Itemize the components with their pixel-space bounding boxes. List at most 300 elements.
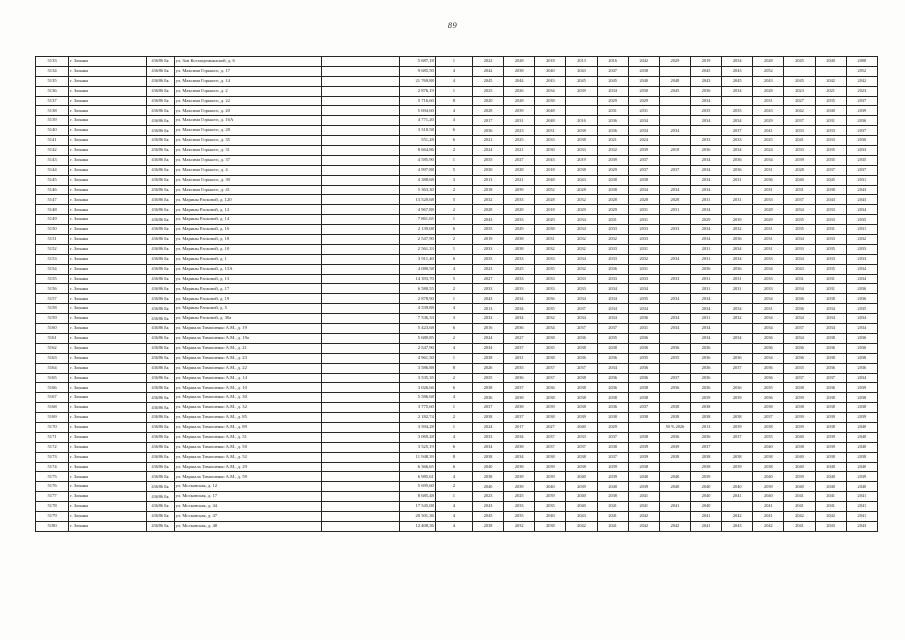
cell-year: 2040 (784, 462, 815, 472)
table-row (36, 76, 878, 86)
cell-year: 2038 (815, 452, 846, 462)
cell-city: г. Злынка (69, 274, 146, 284)
cell-year: 2036 (846, 343, 877, 353)
cell-year: 2038 (784, 442, 815, 452)
cell-year: 2043 (815, 195, 846, 205)
cell-floors: 1 (435, 215, 472, 225)
cell-year: 2023 (846, 86, 877, 96)
cell-year: 2022 (473, 57, 504, 67)
cell-year: 2032 (535, 314, 566, 324)
cell-year (659, 96, 690, 106)
cell-year: 2031 (628, 324, 659, 334)
cell-year: 2032 (566, 195, 597, 205)
cell-year: 2043 (815, 521, 846, 531)
cell-year: 2031 (753, 165, 784, 175)
cell-city: г. Злынка (69, 502, 146, 512)
cell-number: 5159 (36, 314, 69, 324)
cell-year: 2038 (846, 403, 877, 413)
cell-year: 2034 (846, 373, 877, 383)
cell-year: 2040 (659, 472, 690, 482)
cell-year: 2033 (753, 254, 784, 264)
cell-amount: 4 080,58 (399, 264, 435, 274)
cell-year: 2034 (597, 284, 628, 294)
cell-year: 2042 (815, 511, 846, 521)
cell-year: 2034 (784, 284, 815, 294)
table-row (36, 353, 878, 363)
cell-year: 2038 (473, 472, 504, 482)
cell-address: ул. Маршала Тимошенко А.М., д. 51 (174, 432, 322, 442)
cell-amount: 2 139,08 (399, 225, 435, 235)
cell-year: 2037 (473, 403, 504, 413)
cell-year: 2029 (597, 205, 628, 215)
cell-year: 2029 (504, 205, 535, 215)
cell-year: 2034 (504, 452, 535, 462)
cell-year: 2037 (659, 165, 690, 175)
cell-year: 2038 (504, 462, 535, 472)
cell-number: 5150 (36, 225, 69, 235)
cell-code: 436/86 Бк (146, 106, 174, 116)
cell-city: г. Злынка (69, 254, 146, 264)
cell-note (322, 521, 399, 531)
cell-year: 2035 (815, 146, 846, 156)
cell-year: 2033 (535, 274, 566, 284)
cell-number: 5151 (36, 235, 69, 245)
cell-year (659, 284, 690, 294)
cell-number: 5149 (36, 215, 69, 225)
cell-year: 2034 (504, 314, 535, 324)
cell-year: 2018 (535, 57, 566, 67)
cell-year: 2035 (597, 333, 628, 343)
cell-year: 2037 (846, 96, 877, 106)
cell-year: 2039 (753, 482, 784, 492)
cell-year: 2034 (722, 146, 753, 156)
cell-year: 2039 (784, 155, 815, 165)
cell-floors: 8 (435, 363, 472, 373)
cell-year: 2036 (691, 363, 722, 373)
cell-year: 2034 (659, 294, 690, 304)
cell-year: 2031 (815, 274, 846, 284)
cell-city: г. Злынка (69, 442, 146, 452)
cell-city: г. Злынка (69, 175, 146, 185)
cell-year: 2034 (753, 294, 784, 304)
cell-year: 2043 (566, 66, 597, 76)
cell-floors: 4 (435, 66, 472, 76)
cell-year: 2018 (535, 165, 566, 175)
cell-year: 2043 (566, 175, 597, 185)
table-row (36, 314, 878, 324)
cell-year: 2019 (566, 155, 597, 165)
cell-year: 2024 (473, 422, 504, 432)
table-row (36, 57, 878, 67)
cell-year: 2034 (722, 244, 753, 254)
cell-city: г. Злынка (69, 96, 146, 106)
cell-number: 5164 (36, 363, 69, 373)
cell-year: 2033 (753, 274, 784, 284)
cell-year: 2018 (473, 185, 504, 195)
cell-year: 2042 (846, 76, 877, 86)
cell-year: 2031 (753, 304, 784, 314)
cell-year: 2031 (846, 225, 877, 235)
cell-code: 436/86 Бк (146, 383, 174, 393)
cell-year: 2034 (566, 294, 597, 304)
cell-floors: 2 (435, 284, 472, 294)
table-row (36, 116, 878, 126)
cell-year: 2036 (722, 155, 753, 165)
cell-amount: 3 535,35 (399, 373, 435, 383)
cell-year: 2037 (753, 413, 784, 423)
cell-year: 2043 (473, 294, 504, 304)
cell-year: 2048 (659, 76, 690, 86)
cell-year: 2041 (753, 511, 784, 521)
cell-year (566, 96, 597, 106)
cell-floors: 3 (435, 175, 472, 185)
cell-code: 436/86 Бк (146, 482, 174, 492)
cell-year: 2040 (566, 472, 597, 482)
cell-year: 2039 (784, 393, 815, 403)
cell-address: ул. Маршала Тимошенко А.М., д. 50 (174, 442, 322, 452)
cell-year: 2034 (597, 363, 628, 373)
cell-city: г. Злынка (69, 304, 146, 314)
cell-year: 2034 (815, 304, 846, 314)
cell-address: ул. Маршала Тимошенко А.М., д. 32 (174, 403, 322, 413)
cell-year: 2029 (628, 96, 659, 106)
cell-year: 2031 (722, 195, 753, 205)
cell-year: 2031 (597, 215, 628, 225)
cell-year: 2041 (691, 521, 722, 531)
cell-year: 2039 (722, 422, 753, 432)
cell-code: 436/86 Бк (146, 235, 174, 245)
cell-city: г. Злынка (69, 136, 146, 146)
cell-year (659, 215, 690, 225)
cell-year: 2028 (597, 195, 628, 205)
cell-year: 2038 (566, 126, 597, 136)
cell-year: 2041 (846, 511, 877, 521)
cell-address: ул. Марины Расковой, д. 15А (174, 264, 322, 274)
cell-year: 2031 (691, 244, 722, 254)
cell-amount: 6 366,65 (399, 462, 435, 472)
cell-year: 2038 (753, 462, 784, 472)
cell-year: 2035 (846, 215, 877, 225)
cell-address: ул. Московская, д. 48 (174, 521, 322, 531)
cell-address: ул. Московская, д. 17 (174, 492, 322, 502)
cell-address: ул. Московская, д. 44 (174, 502, 322, 512)
cell-note (322, 205, 399, 215)
cell-year: 2038 (753, 422, 784, 432)
cell-year: 2034 (784, 333, 815, 343)
cell-year: 2038 (691, 413, 722, 423)
table-row (36, 393, 878, 403)
cell-city: г. Злынка (69, 383, 146, 393)
cell-year: 2037 (784, 324, 815, 334)
cell-number: 5135 (36, 76, 69, 86)
cell-year: 2028 (628, 195, 659, 205)
table-row (36, 511, 878, 521)
cell-year: 2033 (535, 254, 566, 264)
cell-code: 436/86 Бк (146, 432, 174, 442)
cell-year: 2040 (535, 482, 566, 492)
cell-address: ул. Максима Горького, д. 37 (174, 155, 322, 165)
cell-city: г. Злынка (69, 126, 146, 136)
cell-year: 2025 (473, 86, 504, 96)
cell-number: 5168 (36, 403, 69, 413)
cell-year: 2035 (628, 294, 659, 304)
cell-note (322, 363, 399, 373)
cell-year: 2042 (659, 521, 690, 531)
cell-year: 2045 (597, 76, 628, 86)
table-row (36, 363, 878, 373)
cell-year: 2052 (846, 66, 877, 76)
cell-year: 2024 (628, 136, 659, 146)
cell-year: 2031 (722, 175, 753, 185)
cell-year: 2029 (504, 225, 535, 235)
cell-address: ул. Марины Расковой, д. 10 (174, 244, 322, 254)
cell-code: 436/86 Бк (146, 304, 174, 314)
cell-year: 2032 (846, 235, 877, 245)
cell-year: 2040 (535, 66, 566, 76)
cell-address: ул. Московская, д. 47 (174, 511, 322, 521)
table-row (36, 482, 878, 492)
cell-floors: 4 (435, 76, 472, 86)
cell-year: 2045 (722, 76, 753, 86)
cell-amount: 4 771,20 (399, 116, 435, 126)
cell-floors: 2 (435, 235, 472, 245)
cell-year: 2036 (815, 383, 846, 393)
cell-year: 2041 (784, 492, 815, 502)
cell-code: 436/86 Бк (146, 225, 174, 235)
cell-year: 2041 (815, 492, 846, 502)
cell-year: 2033 (784, 244, 815, 254)
cell-year: 2034 (659, 126, 690, 136)
cell-year (722, 373, 753, 383)
cell-floors: 4 (435, 106, 472, 116)
cell-code: 436/86 Бк (146, 462, 174, 472)
cell-city: г. Злынка (69, 482, 146, 492)
cell-year: 2037 (784, 195, 815, 205)
cell-year: 2030 (628, 86, 659, 96)
cell-year: 2031 (722, 284, 753, 294)
cell-year: 2034 (691, 235, 722, 245)
cell-floors: 6 (435, 462, 472, 472)
cell-city: г. Злынка (69, 413, 146, 423)
cell-year: 2041 (597, 511, 628, 521)
cell-year: 2033 (566, 146, 597, 156)
cell-year: 2033 (504, 284, 535, 294)
cell-year: 2031 (753, 225, 784, 235)
cell-number: 5165 (36, 373, 69, 383)
table-row (36, 343, 878, 353)
cell-year: 2034 (628, 304, 659, 314)
cell-amount: 9 685,50 (399, 66, 435, 76)
cell-city: г. Злынка (69, 343, 146, 353)
cell-year: 2036 (659, 343, 690, 353)
cell-amount: 13 520,68 (399, 195, 435, 205)
cell-year: 2036 (846, 284, 877, 294)
table-row (36, 264, 878, 274)
cell-year: 2034 (691, 324, 722, 334)
cell-number: 5161 (36, 333, 69, 343)
cell-amount: 3 775,60 (399, 403, 435, 413)
buildings-table-body (36, 57, 878, 532)
cell-city: г. Злынка (69, 86, 146, 96)
cell-year: 2034 (722, 254, 753, 264)
cell-year (722, 502, 753, 512)
cell-year (784, 66, 815, 76)
cell-year: 2041 (628, 502, 659, 512)
cell-year: 2039 (535, 492, 566, 502)
cell-note (322, 215, 399, 225)
cell-year: 2042 (784, 106, 815, 116)
cell-city: г. Злынка (69, 146, 146, 156)
cell-year: 2035 (753, 432, 784, 442)
cell-year: 2041 (628, 492, 659, 502)
cell-year: 2038 (659, 452, 690, 462)
cell-year: 2031 (504, 116, 535, 126)
cell-year (659, 492, 690, 502)
cell-year: 2031 (691, 314, 722, 324)
table-row (36, 502, 878, 512)
cell-year (659, 393, 690, 403)
cell-note (322, 244, 399, 254)
cell-number: 5152 (36, 244, 69, 254)
cell-year: 2033 (628, 225, 659, 235)
cell-year: 2038 (815, 403, 846, 413)
cell-year: 2036 (597, 116, 628, 126)
cell-year: 2028 (753, 205, 784, 215)
cell-year: 2021 (473, 136, 504, 146)
cell-year: 2013 (566, 57, 597, 67)
cell-year: 2045 (784, 57, 815, 67)
cell-note (322, 502, 399, 512)
cell-year: 2041 (784, 502, 815, 512)
cell-address: ул. Маршала Тимошенко А.М., д. 14 (174, 373, 322, 383)
cell-year: 2031 (753, 96, 784, 106)
cell-year: 2031 (691, 195, 722, 205)
cell-year: 2034 (753, 264, 784, 274)
cell-year: 2037 (535, 442, 566, 452)
cell-floors: 6 (435, 324, 472, 334)
cell-number: 5179 (36, 511, 69, 521)
cell-year: 2036 (815, 363, 846, 373)
cell-year: 2037 (566, 324, 597, 334)
cell-year: 2034 (753, 155, 784, 165)
cell-address: ул. Максима Горького, д. 20 (174, 106, 322, 116)
cell-year: 2034 (691, 175, 722, 185)
cell-city: г. Злынка (69, 492, 146, 502)
cell-year: 2039 (566, 482, 597, 492)
cell-year: 2038 (846, 452, 877, 462)
cell-amount: 3 911,40 (399, 254, 435, 264)
cell-year: 2047 (597, 66, 628, 76)
cell-year: 2029 (566, 205, 597, 215)
cell-year: 2039 (535, 462, 566, 472)
cell-city: г. Злынка (69, 235, 146, 245)
cell-code: 436/86 Бк (146, 185, 174, 195)
cell-year: 2042 (628, 57, 659, 67)
table-row (36, 462, 878, 472)
cell-year: 2027 (784, 96, 815, 106)
cell-year: 2033 (566, 432, 597, 442)
cell-year: 2038 (628, 462, 659, 472)
cell-address: ул. Марины Расковой, д. 30а (174, 314, 322, 324)
cell-year: 2038 (535, 413, 566, 423)
cell-city: г. Злынка (69, 244, 146, 254)
cell-year: 2035 (691, 106, 722, 116)
cell-note (322, 284, 399, 294)
cell-year: 2036 (722, 264, 753, 274)
cell-year: 2040 (722, 482, 753, 492)
cell-year: 2024 (753, 146, 784, 156)
table-row (36, 422, 878, 432)
cell-amount: 4 539,88 (399, 304, 435, 314)
cell-year: 2027 (473, 274, 504, 284)
cell-year: 2036 (628, 343, 659, 353)
cell-number: 5146 (36, 185, 69, 195)
cell-number: 5174 (36, 462, 69, 472)
cell-year: 2034 (659, 324, 690, 334)
cell-number: 5170 (36, 422, 69, 432)
cell-year: 50 % 2026 (659, 422, 690, 432)
cell-code: 436/86 Бк (146, 96, 174, 106)
table-row (36, 96, 878, 106)
cell-year (722, 205, 753, 215)
cell-year: 2034 (784, 205, 815, 215)
table-row (36, 155, 878, 165)
cell-year: 2021 (504, 146, 535, 156)
cell-code: 436/86 Бк (146, 413, 174, 423)
cell-year: 2036 (691, 373, 722, 383)
cell-year: 2033 (504, 215, 535, 225)
cell-year: 2038 (815, 353, 846, 363)
cell-year: 2040 (566, 492, 597, 502)
cell-year: 2039 (846, 472, 877, 482)
cell-year: 2039 (504, 106, 535, 116)
cell-year: 2038 (566, 393, 597, 403)
cell-number: 5143 (36, 155, 69, 165)
cell-year: 2020 (473, 96, 504, 106)
table-row (36, 146, 878, 156)
cell-year: 2040 (597, 482, 628, 492)
cell-year: 2037 (597, 432, 628, 442)
cell-year: 2035 (628, 353, 659, 363)
cell-year: 2042 (628, 521, 659, 531)
cell-year: 2039 (597, 472, 628, 482)
cell-year (659, 333, 690, 343)
cell-year: 2039 (722, 462, 753, 472)
cell-year (659, 175, 690, 185)
cell-year: 2033 (597, 244, 628, 254)
cell-code: 436/86 Бк (146, 215, 174, 225)
cell-note (322, 403, 399, 413)
cell-code: 436/86 Бк (146, 284, 174, 294)
cell-year: 2039 (628, 482, 659, 492)
cell-address: ул. Марины Расковой, д. 12 (174, 205, 322, 215)
cell-city: г. Злынка (69, 353, 146, 363)
cell-note (322, 254, 399, 264)
cell-number: 5141 (36, 136, 69, 146)
cell-year: 2037 (535, 373, 566, 383)
cell-year: 2036 (597, 403, 628, 413)
cell-year: 2039 (597, 462, 628, 472)
cell-year: 2034 (597, 304, 628, 314)
cell-year: 2045 (659, 86, 690, 96)
cell-code: 436/86 Бк (146, 511, 174, 521)
cell-year: 2034 (846, 264, 877, 274)
cell-year: 2036 (784, 343, 815, 353)
cell-year: 2036 (846, 116, 877, 126)
cell-year: 2036 (473, 393, 504, 403)
cell-address: ул. Марины Расковой, д. 13 (174, 274, 322, 284)
cell-year: 2033 (691, 136, 722, 146)
